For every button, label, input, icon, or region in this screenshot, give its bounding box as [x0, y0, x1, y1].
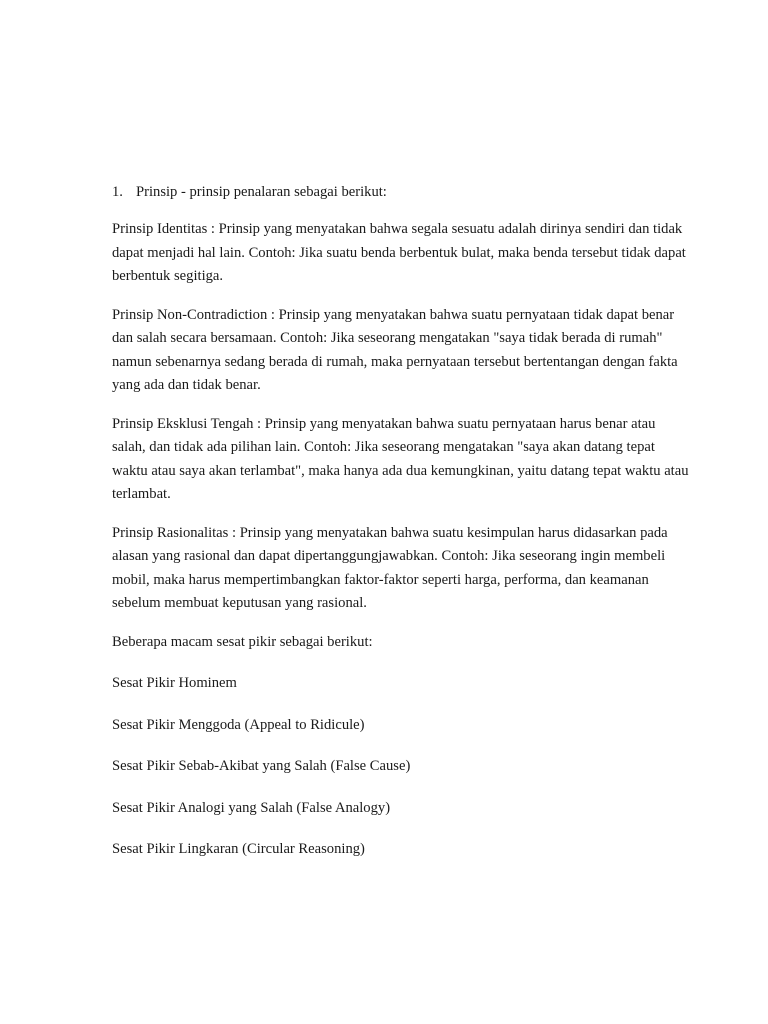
fallacy-item: Sesat Pikir Analogi yang Salah (False Analogy)	[112, 799, 391, 816]
principle-non-contradiction: Prinsip Non-Contradiction : Prinsip yang menyatakan bahwa suatu pernyataan tidak dapat benar dan salah secara bersamaan. Contoh: Jika seseorang mengatakan "saya tidak berada di rumah" namun sebenarnya sedang berada di rumah, maka pernyataan tersebut bertentangan dengan fakta yang ada dan tidak benar.	[112, 306, 678, 393]
principle-eksklusi-tengah: Prinsip Eksklusi Tengah : Prinsip yang menyatakan bahwa suatu pernyataan harus benar atau salah, dan tidak ada pilihan lain. Contoh: Jika seseorang mengatakan "saya akan datang tepat waktu atau saya akan terlambat", maka hanya ada dua kemungkinan, yaitu datang tepat waktu atau terlambat.	[112, 415, 689, 502]
document-page	[112, 181, 692, 880]
fallacy-item: Sesat Pikir Menggoda (Appeal to Ridicule)	[112, 716, 365, 733]
fallacies-intro: Beberapa macam sesat pikir sebagai berikut:	[112, 633, 373, 650]
fallacy-item: Sesat Pikir Hominem	[112, 675, 237, 691]
list-number: 1.	[112, 184, 123, 200]
fallacy-item: Sesat Pikir Sebab-Akibat yang Salah (False Cause)	[112, 758, 411, 774]
list-heading: Prinsip - prinsip penalaran sebagai berikut:	[136, 184, 387, 200]
fallacy-item: Sesat Pikir Lingkaran (Circular Reasoning)	[112, 841, 365, 857]
numbered-heading	[112, 181, 692, 203]
principle-rasionalitas: Prinsip Rasionalitas : Prinsip yang menyatakan bahwa suatu kesimpulan harus didasarkan pada alasan yang rasional dan dapat dipertanggungjawabkan. Contoh: Jika seseorang ingin membeli mobil, maka harus mempertimbangkan faktor-faktor seperti harga, performa, dan keamanan sebelum membuat keputusan yang rasional.	[112, 524, 668, 611]
principle-identitas: Prinsip Identitas : Prinsip yang menyatakan bahwa segala sesuatu adalah dirinya sendiri dan tidak dapat menjadi hal lain. Contoh: Jika suatu benda berbentuk bulat, maka benda tersebut tidak dapat berbentuk segitiga.	[112, 221, 686, 284]
